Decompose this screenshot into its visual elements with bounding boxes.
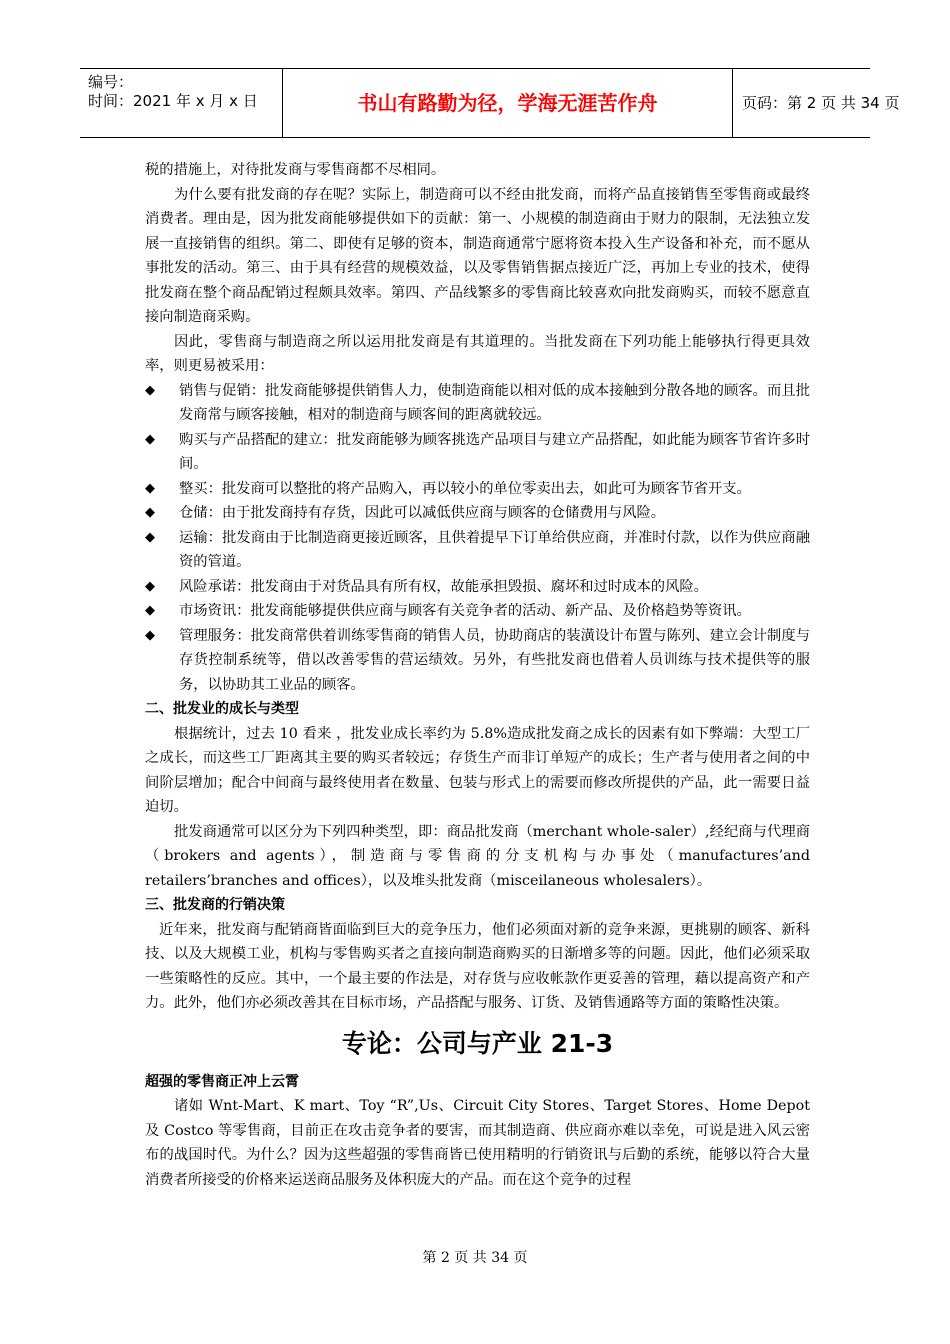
bullet-text: 购买与产品搭配的建立：批发商能够为顾客挑选产品项目与建立产品搭配，如此能为顾客节省许多时间。 — [179, 431, 810, 472]
bullet-text: 管理服务：批发商常供着训练零售商的销售人员，协助商店的装潢设计布置与陈列、建立会计制度与存货控制系统等，借以改善零售的营运绩效。另外，有些批发商也借着人员训练与技术提供等的服务，以协助其工业品的顾客。 — [179, 627, 810, 693]
bullet-item — [145, 379, 810, 428]
bullet-text: 风险承诺：批发商由于对货品具有所有权，故能承担毁损、腐坏和过时成本的风险。 — [179, 578, 708, 595]
header-page-info: 页码：第 2 页 共 34 页 — [742, 94, 900, 112]
diamond-bullet-icon: ◆ — [145, 431, 155, 447]
page-header — [80, 68, 900, 138]
bullet-item — [145, 575, 810, 600]
section-heading: 二、批发业的成长与类型 — [145, 701, 299, 717]
bullet-item — [145, 501, 810, 526]
header-motto: 书山有路勤为径，学海无涯苦作舟 — [283, 69, 733, 137]
paragraph: 为什么要有批发商的存在呢？实际上，制造商可以不经由批发商，而将产品直接销售至零售商或最终消费者。理由是，因为批发商能够提供如下的贡献：第一、小规模的制造商由于财力的限制，无法独立发展一直接销售的组织。第二、即使有足够的资本，制造商通常宁愿将资本投入生产设备和补充，而不愿从事批发的活动。第三、由于具有经营的规模效益，以及零售销售据点接近广泛，再加上专业的技术，使得批发商在整个商品配销过程颇具效率。第四、产品线繁多的零售商比较喜欢向批发商购买，而较不愿意直接向制造商采购。 — [145, 186, 810, 325]
diamond-bullet-icon: ◆ — [145, 627, 155, 643]
bullet-item — [145, 477, 810, 502]
diamond-bullet-icon: ◆ — [145, 382, 155, 398]
diamond-bullet-icon: ◆ — [145, 480, 155, 496]
diamond-bullet-icon: ◆ — [145, 603, 155, 618]
bullet-item — [145, 599, 810, 624]
diamond-bullet-icon: ◆ — [145, 529, 155, 545]
bullet-text: 运输：批发商由于比制造商更接近顾客，且供着提早下订单给供应商，并准时付款，以作为供应商融资的管道。 — [179, 529, 810, 570]
bullet-item — [145, 526, 810, 575]
time-label: 时间：2021 年 x 月 x 日 — [88, 92, 258, 110]
bullet-text: 市场资讯：批发商能够提供供应商与顾客有关竞争者的活动、新产品、及价格趋势等资讯。 — [179, 603, 751, 619]
bullet-text: 仓储：由于批发商持有存货，因此可以减低供应商与顾客的仓储费用与风险。 — [179, 505, 666, 521]
bullet-item — [145, 624, 810, 698]
paragraph: 因此，零售商与制造商之所以运用批发商是有其道理的。当批发商在下列功能上能够执行得更具效率，则更易被采用： — [145, 333, 810, 374]
feature-title: 专论：公司与产业 21-3 — [341, 1028, 614, 1058]
paragraph: 批发商通常可以区分为下列四种类型，即：商品批发商（merchant whole-saler）,经纪商与代理商（brokers and agents），制造商与零售商的分支机构与办事处（manufactures’and retailers’branches and offices），以及堆头批发商（misceilaneous wholesalers）。 — [145, 823, 810, 889]
diamond-bullet-icon: ◆ — [145, 505, 155, 520]
number-label: 编号： — [88, 73, 134, 91]
bullet-item — [145, 428, 810, 477]
document-body — [145, 158, 810, 1192]
bullet-text: 销售与促销：批发商能够提供销售人力，使制造商能以相对低的成本接触到分散各地的顾客。而且批发商常与顾客接触，相对的制造商与顾客间的距离就较远。 — [179, 382, 810, 423]
bullet-text: 整买：批发商可以整批的将产品购入，再以较小的单位零卖出去，如此可为顾客节省开支。 — [179, 480, 751, 497]
paragraph: 税的措施上，对待批发商与零售商都不尽相同。 — [145, 162, 446, 178]
header-meta — [80, 69, 283, 137]
paragraph: 近年来，批发商与配销商皆面临到巨大的竞争压力，他们必须面对新的竞争来源，更挑剔的顾客、新科技、以及大规模工业，机构与零售购买者之直接向制造商购买的日渐增多等的问题。因此，他们必须采取一些策略性的反应。其中，一个最主要的作法是，对存货与应收帐款作更妥善的管理，藉以提高资产和产力。此外，他们亦必须改善其在目标市场，产品搭配与服务、订货、及销售通路等方面的策略性决策。 — [145, 921, 810, 1011]
section-heading: 三、批发商的行销决策 — [145, 897, 285, 913]
paragraph: 根据统计，过去 10 看来 ，批发业成长率约为 5.8%造成批发商之成长的因素有如下弊端：大型工厂之成长，而这些工厂距离其主要的购买者较远；存货生产而非订单短产的成长；生产者与使用者之间的中间阶层增加；配合中间商与最终使用者在数量、包装与形式上的需要而修改所提供的产品，此一需要日益迫切。 — [145, 725, 810, 815]
diamond-bullet-icon: ◆ — [145, 578, 155, 594]
page-footer: 第 2 页 共 34 页 — [422, 1250, 528, 1266]
paragraph: 诸如 Wnt-Mart、K mart、Toy “R”,Us、Circuit City Stores、Target Stores、Home Depot 及 Costco 等零售商，目前正在攻击竞争者的要害，而其制造商、供应商亦难以幸免，可说是进入风云密布的战国时代。为什么？因为这些超强的零售商皆已使用精明的行销资讯与后勤的系统，能够以符合大量消费者所接受的价格来运送商品服务及体积庞大的产品。而在这个竞争的过程 — [145, 1098, 810, 1188]
feature-subtitle: 超强的零售商正冲上云霄 — [145, 1073, 299, 1090]
